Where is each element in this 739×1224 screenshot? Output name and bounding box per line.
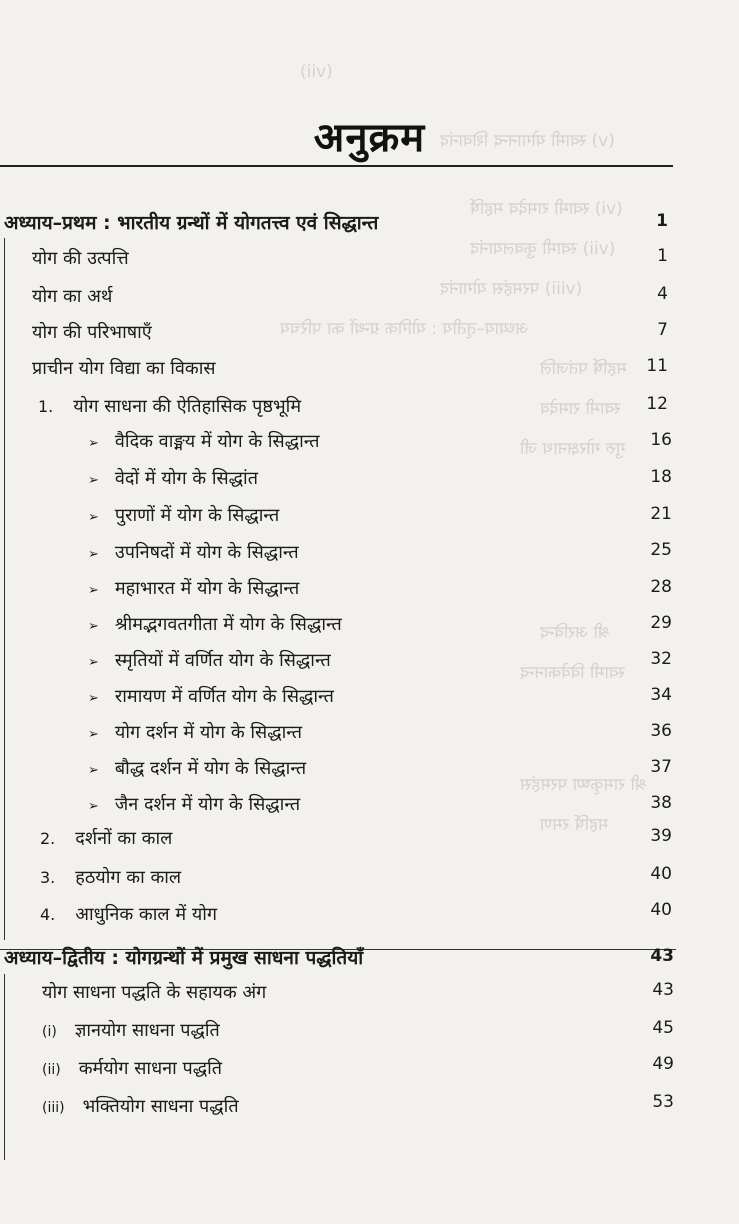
toc-entry-text: आधुनिक काल में योग (75, 904, 218, 925)
bleed-through-line: महर्षि पतंजलि (540, 359, 627, 379)
arrow-bullet-icon: ➢ (88, 510, 99, 525)
toc-page-number: 29 (650, 613, 672, 633)
bleed-through-line: श्री अरविन्द (540, 623, 610, 643)
chapter-one-margin-line (4, 238, 5, 940)
bleed-through-line: (viii) परमहंस योगानंद (440, 279, 583, 299)
toc-page-number: 43 (652, 980, 674, 1000)
toc-entry-text: वेदों में योग के सिद्धांत (114, 468, 258, 489)
toc-page-number: 32 (650, 649, 672, 669)
toc-page-number: 11 (646, 356, 668, 376)
toc-page-number: 7 (657, 320, 668, 340)
toc-entry-text: स्मृतियों में वर्णित योग के सिद्धान्त (114, 650, 331, 671)
toc-subentry (88, 720, 302, 744)
toc-entry (42, 1094, 239, 1118)
toc-entry-text: वैदिक वाङ्मय में योग के सिद्धान्त (114, 431, 320, 452)
toc-subentry (88, 792, 300, 816)
bleed-through-line: श्री रामकृष्ण परमहंस (520, 775, 647, 795)
toc-page-number: 12 (646, 394, 668, 414)
arrow-bullet-icon: ➢ (88, 655, 99, 670)
toc-page-number: 4 (657, 284, 668, 304)
bleed-through-line: (vii) स्वामी कुवलयानंद (470, 239, 616, 259)
bleed-through-line: गुरु गोरक्षनाथ जी (520, 439, 626, 459)
toc-page-number: 36 (650, 721, 672, 741)
toc-entry (38, 394, 301, 418)
toc-entry (42, 1056, 222, 1080)
toc-page-number: 49 (652, 1054, 674, 1074)
roman-marker: (iii) (42, 1100, 65, 1116)
toc-page-number: 37 (650, 757, 672, 777)
toc-page-number: 39 (650, 826, 672, 846)
list-number: 3. (40, 868, 56, 887)
toc-entry-text: दर्शनों का काल (75, 828, 173, 849)
arrow-bullet-icon: ➢ (88, 436, 99, 451)
arrow-bullet-icon: ➢ (88, 473, 99, 488)
toc-entry-text: योग दर्शन में योग के सिद्धान्त (114, 722, 303, 743)
toc-entry-text: रामायण में वर्णित योग के सिद्धान्त (114, 686, 334, 707)
arrow-bullet-icon: ➢ (88, 691, 99, 706)
toc-entry (40, 865, 181, 889)
toc-entry-text: बौद्ध दर्शन में योग के सिद्धान्त (114, 758, 307, 779)
toc-entry-text: योग साधना की ऐतिहासिक पृष्ठभूमि (73, 396, 302, 417)
toc-chapter-title: अध्याय–द्वितीय : योगग्रन्थों में प्रमुख साधना पद्धतियाँ (4, 947, 364, 969)
toc-page-number: 40 (650, 864, 672, 884)
arrow-bullet-icon: ➢ (88, 547, 99, 562)
bleed-through-line: (v) स्वामी योगानन्द शिवानंद (440, 131, 615, 151)
toc-page-number: 34 (650, 685, 672, 705)
toc-entry-text: उपनिषदों में योग के सिद्धान्त (114, 542, 299, 563)
bleed-through-label: (vii) (300, 62, 333, 82)
toc-entry: योग की परिभाषाएँ (32, 322, 152, 343)
bleed-through-line: स्वामी रामदेव (540, 399, 621, 419)
toc-subentry (88, 503, 279, 527)
toc-entry-text: भक्तियोग साधना पद्धति (82, 1096, 239, 1117)
toc-subentry (88, 756, 306, 780)
toc-page-number: 21 (650, 504, 672, 524)
toc-entry: योग का अर्थ (32, 286, 113, 307)
toc-page-number: 18 (650, 467, 672, 487)
arrow-bullet-icon: ➢ (88, 763, 99, 778)
toc-entry-text: हठयोग का काल (75, 867, 182, 888)
roman-marker: (i) (42, 1024, 57, 1040)
toc-entry (40, 826, 172, 850)
page-title: अनुक्रम (313, 115, 426, 161)
toc-entry (40, 902, 217, 926)
toc-page-number: 53 (652, 1092, 674, 1112)
toc-chapter-title: अध्याय–प्रथम : भारतीय ग्रन्थों में योगतत्त्व एवं सिद्धान्त (4, 212, 379, 234)
toc-entry-text: श्रीमद्भगवतगीता में योग के सिद्धान्त (114, 614, 342, 635)
toc-entry-text: जैन दर्शन में योग के सिद्धान्त (114, 794, 301, 815)
toc-page-number: 45 (652, 1018, 674, 1038)
toc-page-number: 25 (650, 540, 672, 560)
toc-entry: योग की उत्पत्ति (32, 248, 129, 269)
toc-entry-text: पुराणों में योग के सिद्धान्त (114, 505, 280, 526)
bleed-through-line: महर्षि रमण (540, 815, 609, 835)
arrow-bullet-icon: ➢ (88, 727, 99, 742)
toc-entry: प्राचीन योग विद्या का विकास (32, 358, 216, 379)
bleed-through-line: (vi) स्वामी रामदेव महर्षि (470, 199, 623, 219)
toc-entry: योग साधना पद्धति के सहायक अंग (42, 982, 267, 1003)
list-number: 1. (38, 397, 54, 416)
list-number: 4. (40, 905, 56, 924)
toc-page-number: 16 (650, 430, 672, 450)
chapter-two-margin-line (4, 974, 5, 1160)
toc-entry-text: महाभारत में योग के सिद्धान्त (114, 578, 300, 599)
toc-subentry (88, 684, 334, 708)
toc-page-number: 40 (650, 900, 672, 920)
toc-page-number: 28 (650, 577, 672, 597)
toc-subentry (88, 612, 342, 636)
roman-marker: (ii) (42, 1062, 61, 1078)
toc-page-number: 43 (650, 946, 674, 966)
toc-subentry (88, 540, 299, 564)
arrow-bullet-icon: ➢ (88, 619, 99, 634)
list-number: 2. (40, 829, 56, 848)
toc-page-number: 1 (656, 211, 668, 231)
toc-subentry (88, 648, 331, 672)
toc-subentry (88, 466, 258, 490)
toc-entry (42, 1018, 220, 1042)
toc-entry-text: कर्मयोग साधना पद्धति (78, 1058, 223, 1079)
arrow-bullet-icon: ➢ (88, 799, 99, 814)
toc-entry-text: ज्ञानयोग साधना पद्धति (74, 1020, 220, 1041)
bleed-through-line: अध्याय–तृतीय : योगिक ग्रन्थों का परिचय (280, 319, 529, 339)
toc-page-number: 38 (650, 793, 672, 813)
toc-subentry (88, 576, 299, 600)
toc-subentry (88, 429, 320, 453)
arrow-bullet-icon: ➢ (88, 583, 99, 598)
toc-page-number: 1 (657, 246, 668, 266)
bleed-through-line: स्वामी विवेकानन्द (520, 663, 625, 683)
title-rule (0, 165, 673, 167)
